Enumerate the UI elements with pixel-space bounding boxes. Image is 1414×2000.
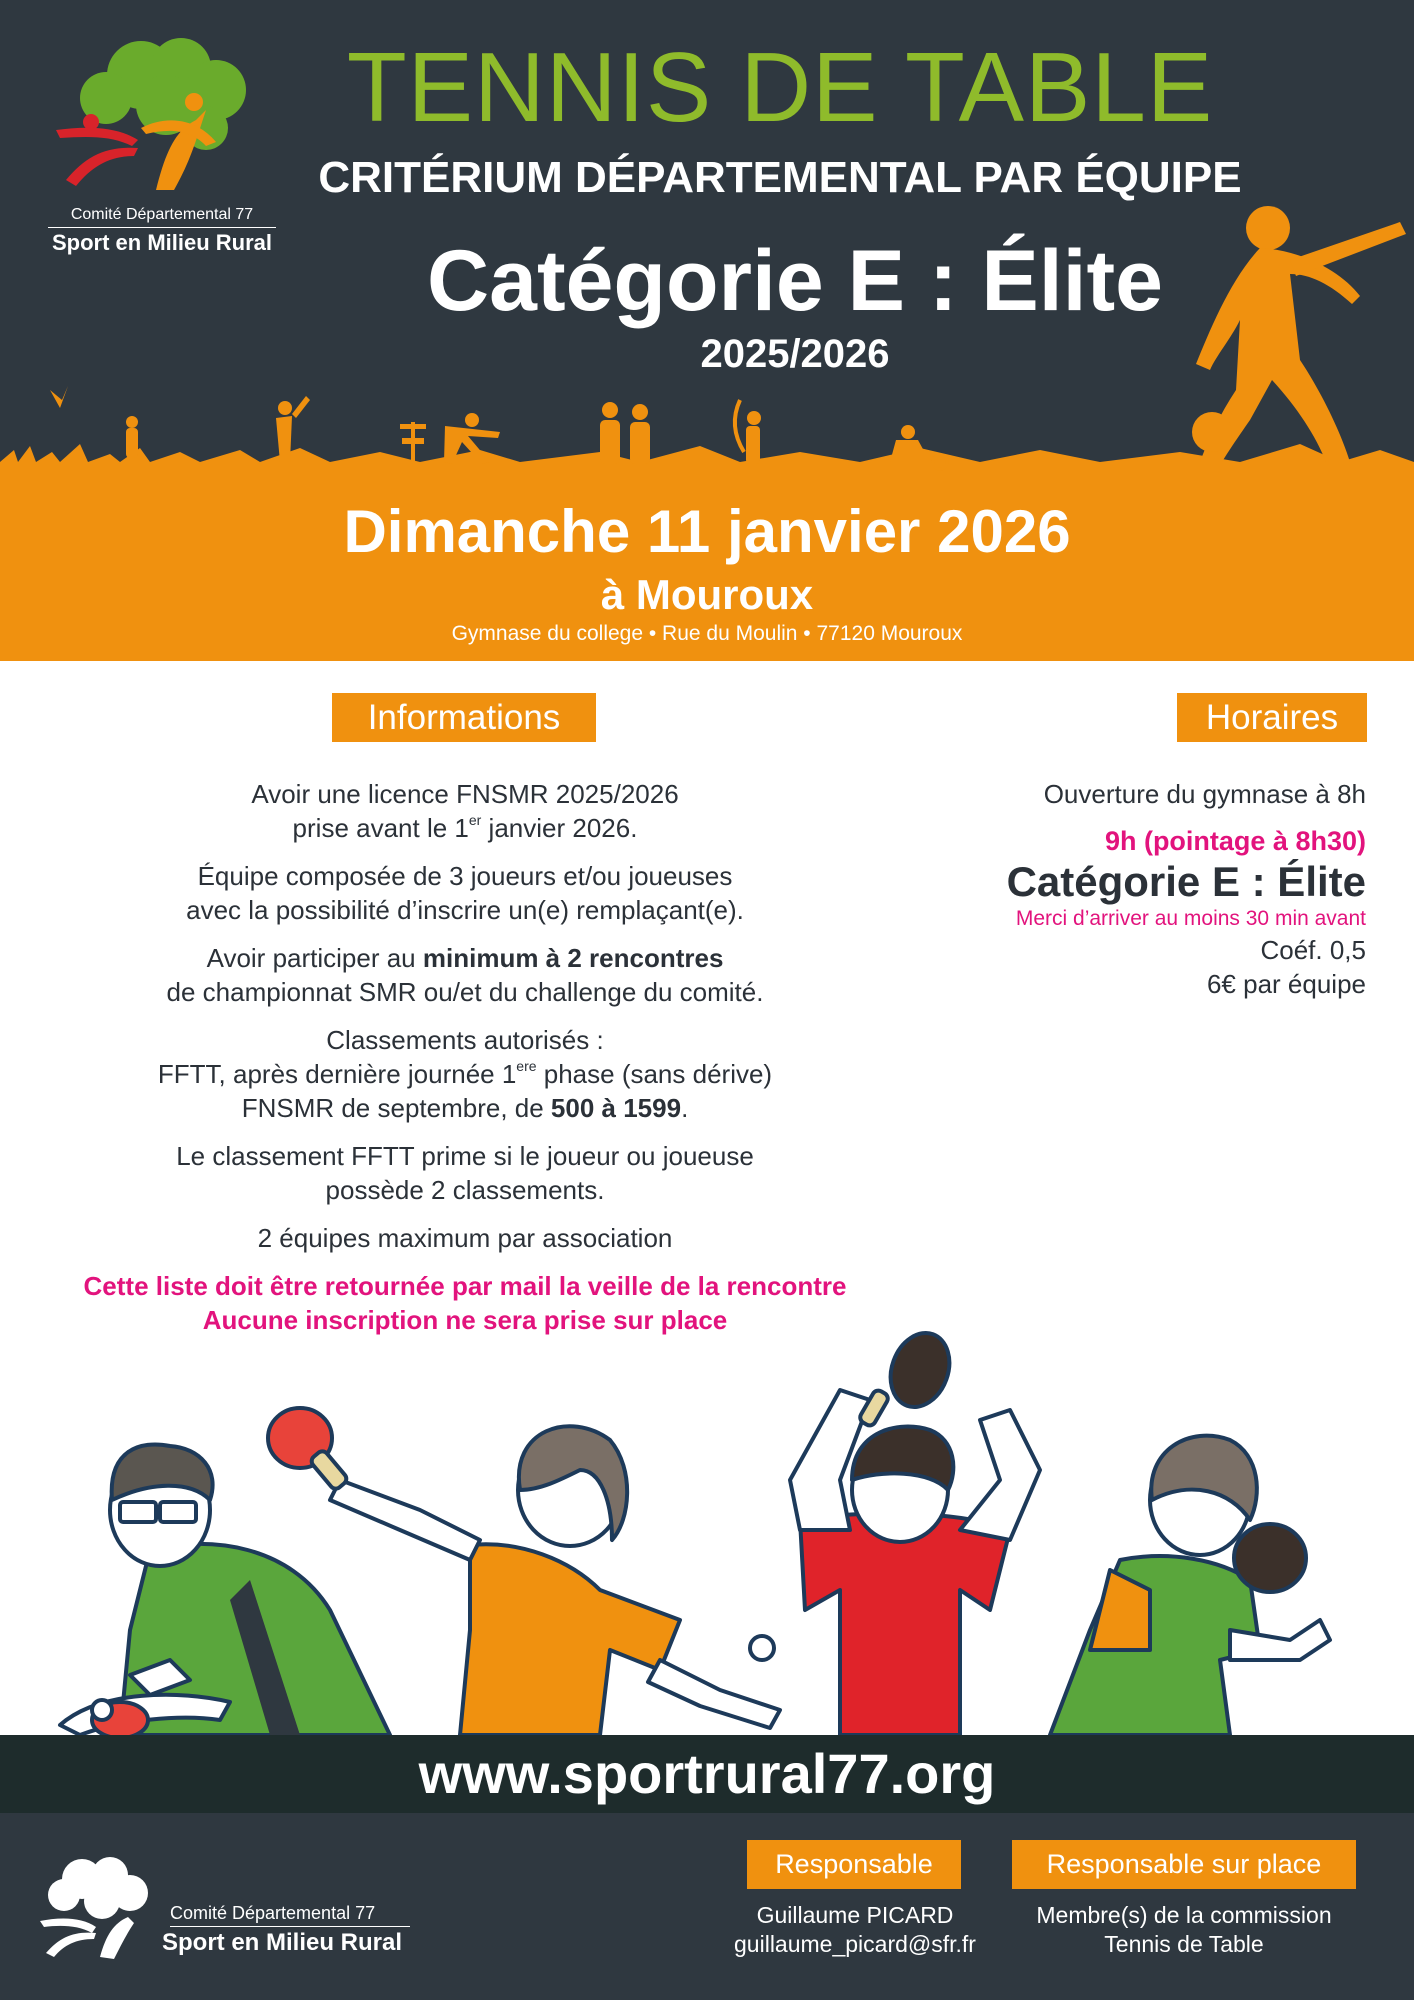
footer-logo-tree-icon <box>30 1849 160 1959</box>
informations-heading: Informations <box>332 693 596 742</box>
event-date-band <box>0 478 1414 661</box>
max-teams-text: 2 équipes maximum par association <box>257 1223 673 1253</box>
event-place: à Mouroux <box>600 571 814 618</box>
sur-place-contact <box>1004 1901 1364 1959</box>
arrival-note: Merci d’arriver au moins 30 min avant <box>1015 907 1366 930</box>
logo-tree-icon <box>46 30 276 200</box>
licence-line-2: prise avant le 1er janvier 2026. <box>292 812 638 843</box>
team-composition <box>60 859 870 927</box>
licence-requirement <box>60 777 870 845</box>
start-time: 9h (pointage à 8h30) <box>1104 826 1366 856</box>
registration-warning <box>60 1269 870 1337</box>
player-red <box>790 1330 1040 1735</box>
responsable-label: Responsable <box>747 1840 961 1889</box>
players-illustration <box>0 1330 1414 1735</box>
minimum-line-2: de championnat SMR ou/et du challenge du comité. <box>166 977 764 1007</box>
warning-line-1: Cette liste doit être retournée par mail la veille de la rencontre <box>83 1271 847 1301</box>
rankings-fftt: FFTT, après dernière journée 1ere phase (sans dérive) <box>157 1058 773 1089</box>
event-title: TENNIS DE TABLE <box>346 32 1214 142</box>
footer-organization-logo <box>30 1849 430 1969</box>
gym-opening: Ouverture du gymnase à 8h <box>1043 779 1366 809</box>
butterfly-icon <box>50 386 68 408</box>
sur-place-label: Responsable sur place <box>1012 1840 1356 1889</box>
responsable-name: Guillaume PICARD <box>756 1902 954 1928</box>
org-name-line1: Comité Départemental 77 <box>70 206 254 223</box>
footer <box>0 1813 1414 2000</box>
ranking-priority <box>60 1139 870 1207</box>
footer-logo-divider <box>170 1926 410 1927</box>
event-subtitle: CRITÉRIUM DÉPARTEMENTAL PAR ÉQUIPE <box>318 153 1242 202</box>
minimum-line-1: Avoir participer au minimum à 2 rencontres <box>206 943 724 973</box>
allowed-rankings <box>60 1023 870 1125</box>
rankings-title: Classements autorisés : <box>326 1025 604 1055</box>
player-girl <box>1050 1436 1330 1735</box>
warning-line-2: Aucune inscription ne sera prise sur place <box>202 1305 728 1335</box>
website-url[interactable]: www.sportrural77.org <box>0 1735 1414 1813</box>
informations-section <box>60 777 870 1337</box>
responsable-email[interactable]: guillaume_picard@sfr.fr <box>734 1931 976 1957</box>
footer-org-line2: Sport en Milieu Rural <box>162 1929 403 1956</box>
max-teams <box>60 1221 870 1255</box>
header-banner <box>0 0 1414 478</box>
org-name-line2: Sport en Milieu Rural <box>51 230 273 255</box>
event-category: Catégorie E : Élite <box>427 233 1163 329</box>
footer-org-line1: Comité Départemental 77 <box>170 1903 376 1923</box>
priority-line-2: possède 2 classements. <box>325 1175 605 1205</box>
team-line-1: Équipe composée de 3 joueurs et/ou joueuses <box>197 861 733 891</box>
rankings-fnsmr: FNSMR de septembre, de 500 à 1599. <box>241 1093 689 1123</box>
priority-line-1: Le classement FFTT prime si le joueur ou joueuse <box>176 1141 754 1171</box>
team-line-2: avec la possibilité d’inscrire un(e) remplaçant(e). <box>186 895 744 925</box>
team-price: 6€ par équipe <box>1206 969 1366 999</box>
event-address: Gymnase du college • Rue du Moulin • 77120 Mouroux <box>451 622 963 645</box>
sports-silhouettes-illustration <box>0 200 1414 478</box>
minimum-matches <box>60 941 870 1009</box>
event-date: Dimanche 11 janvier 2026 <box>343 498 1071 565</box>
horaires-section <box>900 777 1366 1001</box>
sur-place-line-2: Tennis de Table <box>1104 1931 1264 1957</box>
licence-line-1: Avoir une licence FNSMR 2025/2026 <box>251 779 679 809</box>
coefficient: Coéf. 0,5 <box>1260 935 1366 965</box>
sur-place-line-1: Membre(s) de la commission <box>1036 1902 1332 1928</box>
event-season: 2025/2026 <box>700 332 890 376</box>
responsable-contact <box>690 1901 1020 1959</box>
schedule-category: Catégorie E : Élite <box>1006 858 1366 905</box>
horaires-heading: Horaires <box>1177 693 1367 742</box>
